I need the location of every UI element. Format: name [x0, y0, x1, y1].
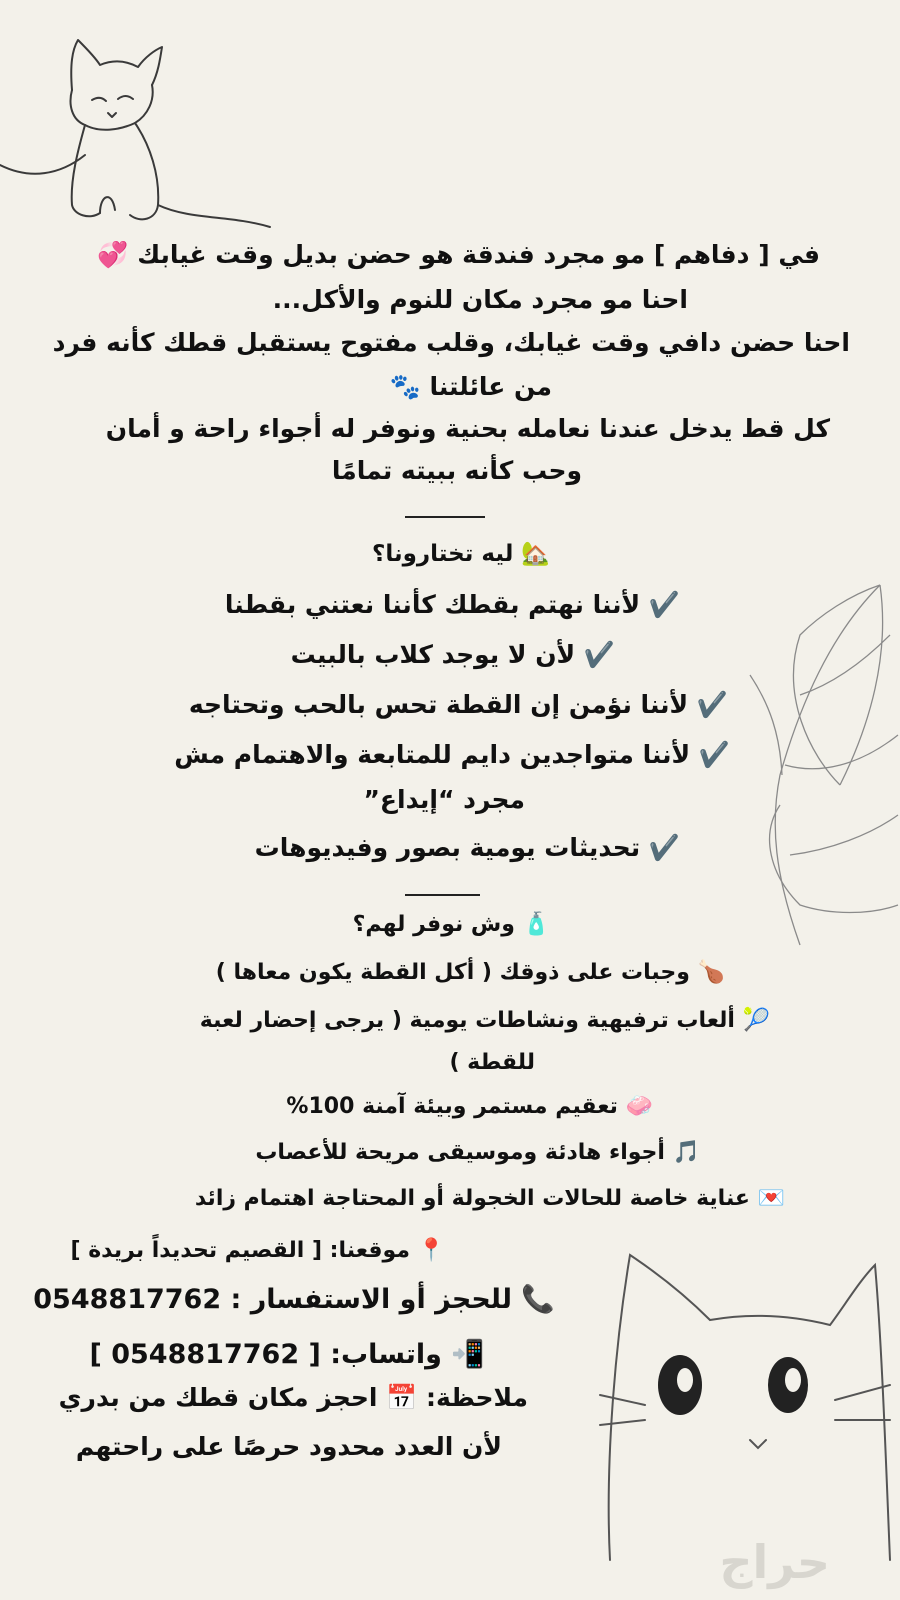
cat-outline-illustration	[0, 15, 280, 230]
intro-line-6: وحب كأنه ببيته تمامًا	[331, 456, 582, 485]
section-divider	[405, 516, 485, 518]
why-item-2: ✔️ لأن لا يوجد كلاب بالبيت	[290, 640, 615, 669]
why-item-4b: مجرد “إيداع”	[363, 785, 525, 814]
why-title: 🏡 ليه تختارونا؟	[371, 541, 550, 567]
offer-item-2b: للقطة )	[449, 1050, 535, 1075]
whatsapp-text: 📲 واتساب: [ 0548817762 ]	[89, 1339, 485, 1370]
note-line-1: ملاحظة: 📅 احجز مكان قطك من بدري	[58, 1383, 528, 1412]
cat-face-illustration	[590, 1235, 900, 1565]
section-divider	[405, 894, 480, 896]
intro-line-5: كل قط يدخل عندنا نعامله بحنية ونوفر له أجواء راحة و أمان	[105, 414, 830, 443]
offer-item-2a: 🎾 ألعاب ترفيهية ونشاطات يومية ( يرجى إحضار لعبة	[199, 1008, 770, 1033]
phone-text: 📞 للحجز أو الاستفسار : 0548817762	[33, 1284, 555, 1315]
offer-item-1: 🍗 وجبات على ذوقك ( أكل القطة يكون معاها )	[215, 960, 725, 985]
offer-title: 🧴 وش نوفر لهم؟	[352, 912, 550, 937]
offer-item-4: 🎵 أجواء هادئة وموسيقى مريحة للأعصاب	[255, 1140, 700, 1165]
location-text: 📍 موقعنا: [ القصيم تحديداً بريدة ]	[70, 1238, 445, 1263]
note-line-2: لأن العدد محدود حرصًا على راحتهم	[75, 1432, 502, 1461]
intro-line-3: احنا حضن دافي وقت غيابك، وقلب مفتوح يستقبل قطك كأنه فرد	[52, 328, 850, 357]
why-item-3: ✔️ لأننا نؤمن إن القطة تحس بالحب وتحتاجه	[188, 690, 728, 719]
intro-line-4: من عائلتنا 🐾	[389, 372, 552, 401]
offer-item-5: 💌 عناية خاصة للحالات الخجولة أو المحتاجة اهتمام زائد	[194, 1186, 785, 1211]
why-item-1: ✔️ لأننا نهتم بقطك كأننا نعتني بقطنا	[224, 590, 680, 619]
intro-line-2: احنا مو مجرد مكان للنوم والأكل...	[272, 285, 688, 314]
intro-line-1: في [ دفاهم ] مو مجرد فندقة هو حضن بديل وقت غيابك 💞	[97, 240, 820, 269]
leaf-sketch-illustration	[740, 575, 900, 955]
haraj-watermark: حراج	[719, 1535, 830, 1589]
offer-item-3: 🧼 تعقيم مستمر وبيئة آمنة 100%	[286, 1094, 653, 1119]
why-item-5: ✔️ تحديثات يومية بصور وفيديوهات	[254, 833, 680, 862]
why-item-4a: ✔️ لأننا متواجدين دايم للمتابعة والاهتمام مش	[174, 740, 730, 769]
